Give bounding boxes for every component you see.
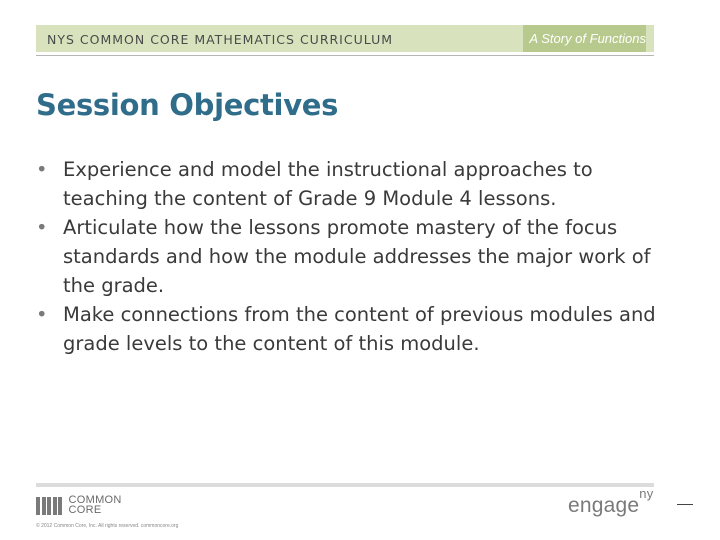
logo-line-2: CORE (68, 504, 102, 516)
common-core-wordmark (69, 495, 122, 515)
objectives-list (36, 155, 676, 358)
logo-line-1: COMMON (68, 494, 122, 506)
curriculum-label: NYS COMMON CORE MATHEMATICS CURRICULUM (47, 32, 394, 47)
footer-divider (36, 483, 654, 487)
list-item (36, 155, 676, 213)
slide-title: Session Objectives (36, 88, 339, 122)
brand-text: engage (568, 494, 640, 517)
story-label: A Story of Functions (523, 25, 646, 52)
objective-text: Experience and model the instructional approaches to teaching the content of Grade 9 Module 4 lessons. (63, 158, 593, 210)
list-item (36, 300, 676, 358)
objective-text: Articulate how the lessons promote mastery of the focus standards and how the module addresses the major work of the grade. (63, 216, 651, 297)
edge-line (677, 504, 693, 505)
bullet-icon: • (36, 158, 48, 181)
header-bar (36, 25, 654, 52)
list-item (36, 213, 676, 300)
objective-text: Make connections from the content of previous modules and grade levels to the content of this module. (63, 303, 656, 355)
bullet-icon: • (36, 303, 48, 326)
common-core-bars-icon (36, 495, 64, 515)
bullet-icon: • (36, 216, 48, 239)
engageny-logo (568, 486, 654, 518)
copyright-text: © 2012 Common Core, Inc. All rights reserved. commoncore.org (36, 523, 179, 529)
common-core-logo (36, 494, 122, 516)
brand-superscript: ny (639, 486, 654, 501)
header-divider (36, 55, 654, 56)
